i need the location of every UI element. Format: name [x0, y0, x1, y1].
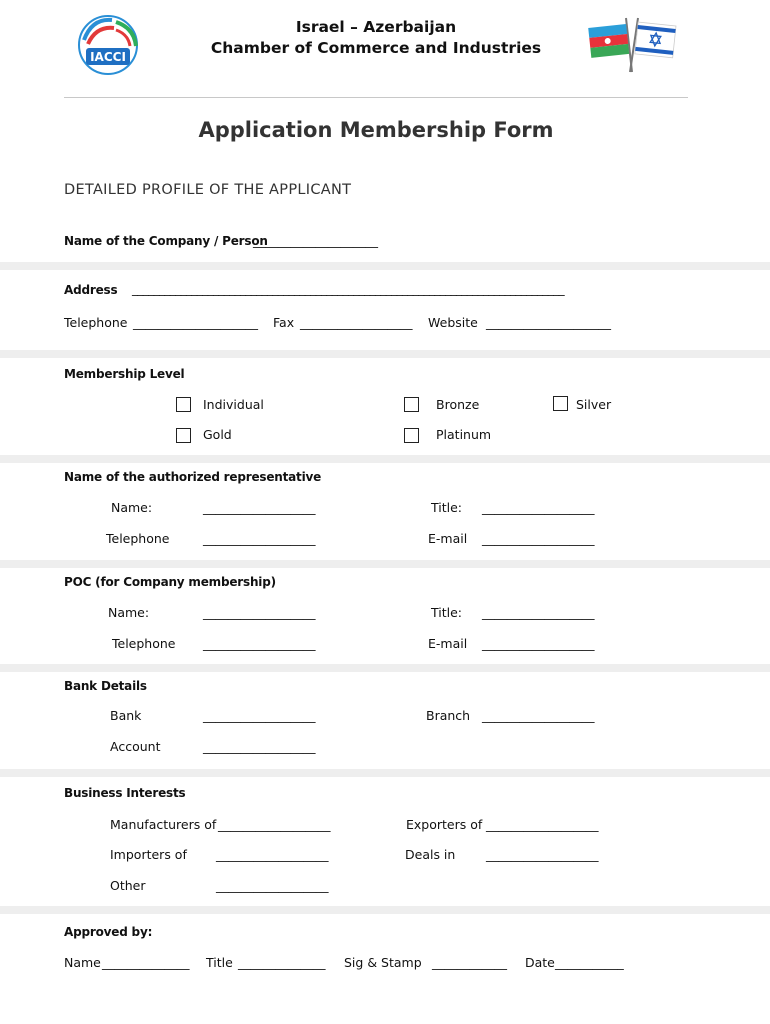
branch-field[interactable]: __________________: [482, 708, 595, 723]
bank-label: Bank: [110, 708, 142, 723]
address-label: Address: [64, 283, 118, 297]
other-field[interactable]: __________________: [216, 878, 329, 893]
option-bronze: Bronze: [436, 397, 480, 412]
fax-field[interactable]: __________________: [300, 315, 413, 330]
approval-title-field[interactable]: ______________: [238, 955, 326, 970]
date-label: Date: [525, 955, 555, 970]
telephone-label: Telephone: [64, 315, 128, 330]
chamber-name-line1: Israel – Azerbaijan: [295, 18, 457, 36]
logo-text: IACCI: [90, 50, 126, 64]
form-title: Application Membership Form: [198, 118, 554, 142]
band-3: [0, 455, 770, 463]
rep-title-field[interactable]: __________________: [482, 500, 595, 515]
account-label: Account: [110, 739, 161, 754]
poc-telephone-field[interactable]: __________________: [203, 636, 316, 651]
poc-email-label: E-mail: [428, 636, 468, 651]
band-6: [0, 769, 770, 777]
band-4: [0, 560, 770, 568]
deals-field[interactable]: __________________: [486, 847, 599, 862]
checkbox-individual[interactable]: [176, 397, 191, 412]
manufacturers-label: Manufacturers of: [110, 817, 217, 832]
importers-field[interactable]: __________________: [216, 847, 329, 862]
checkbox-bronze[interactable]: [404, 397, 419, 412]
branch-label: Branch: [426, 708, 471, 723]
other-label: Other: [110, 878, 146, 893]
header-divider: [64, 97, 688, 98]
chamber-name-line2: Chamber of Commerce and Industries: [210, 39, 542, 57]
company-label: Name of the Company / Person: [64, 234, 268, 248]
band-1: [0, 262, 770, 270]
option-individual: Individual: [203, 397, 264, 412]
approved-by-label: Approved by:: [64, 925, 153, 939]
rep-email-label: E-mail: [428, 531, 468, 546]
address-field[interactable]: ________________________________________________________________________________: [132, 282, 565, 296]
importers-label: Importers of: [110, 847, 187, 862]
date-field[interactable]: ___________: [555, 955, 624, 970]
checkbox-silver[interactable]: [553, 396, 568, 411]
exporters-label: Exporters of: [406, 817, 483, 832]
poc-title-field[interactable]: __________________: [482, 605, 595, 620]
telephone-field[interactable]: ____________________: [133, 315, 258, 330]
sig-stamp-field[interactable]: ____________: [432, 955, 507, 970]
rep-telephone-field[interactable]: __________________: [203, 531, 316, 546]
website-label: Website: [428, 315, 478, 330]
band-7: [0, 906, 770, 914]
section-title: DETAILED PROFILE OF THE APPLICANT: [64, 182, 352, 198]
fax-label: Fax: [273, 315, 295, 330]
deals-label: Deals in: [405, 847, 456, 862]
rep-telephone-label: Telephone: [106, 531, 170, 546]
poc-email-field[interactable]: __________________: [482, 636, 595, 651]
checkbox-gold[interactable]: [176, 428, 191, 443]
checkbox-platinum[interactable]: [404, 428, 419, 443]
poc-telephone-label: Telephone: [112, 636, 176, 651]
bank-details-label: Bank Details: [64, 679, 147, 693]
band-5: [0, 664, 770, 672]
membership-label: Membership Level: [64, 367, 185, 381]
option-platinum: Platinum: [436, 427, 492, 442]
bank-field[interactable]: __________________: [203, 708, 316, 723]
poc-title-label: Title:: [431, 605, 462, 620]
business-interests-label: Business Interests: [64, 786, 186, 800]
rep-name-field[interactable]: __________________: [203, 500, 316, 515]
rep-name-label: Name:: [111, 500, 153, 515]
rep-email-field[interactable]: __________________: [482, 531, 595, 546]
option-silver: Silver: [576, 397, 612, 412]
poc-label: POC (for Company membership): [64, 575, 276, 589]
manufacturers-field[interactable]: __________________: [218, 817, 331, 832]
representative-label: Name of the authorized representative: [64, 470, 322, 484]
account-field[interactable]: __________________: [203, 739, 316, 754]
approval-title-label: Title: [206, 955, 233, 970]
approval-name-field[interactable]: ______________: [102, 955, 190, 970]
company-field[interactable]: ____________________: [253, 233, 378, 248]
approval-name-label: Name: [64, 955, 101, 970]
rep-title-label: Title:: [431, 500, 462, 515]
band-2: [0, 350, 770, 358]
website-field[interactable]: ____________________: [486, 315, 611, 330]
poc-name-field[interactable]: __________________: [203, 605, 316, 620]
exporters-field[interactable]: __________________: [486, 817, 599, 832]
poc-name-label: Name:: [108, 605, 150, 620]
crossed-flags-icon: [586, 14, 678, 74]
option-gold: Gold: [203, 427, 232, 442]
iacci-logo: [72, 12, 144, 78]
sig-stamp-label: Sig & Stamp: [344, 955, 422, 970]
